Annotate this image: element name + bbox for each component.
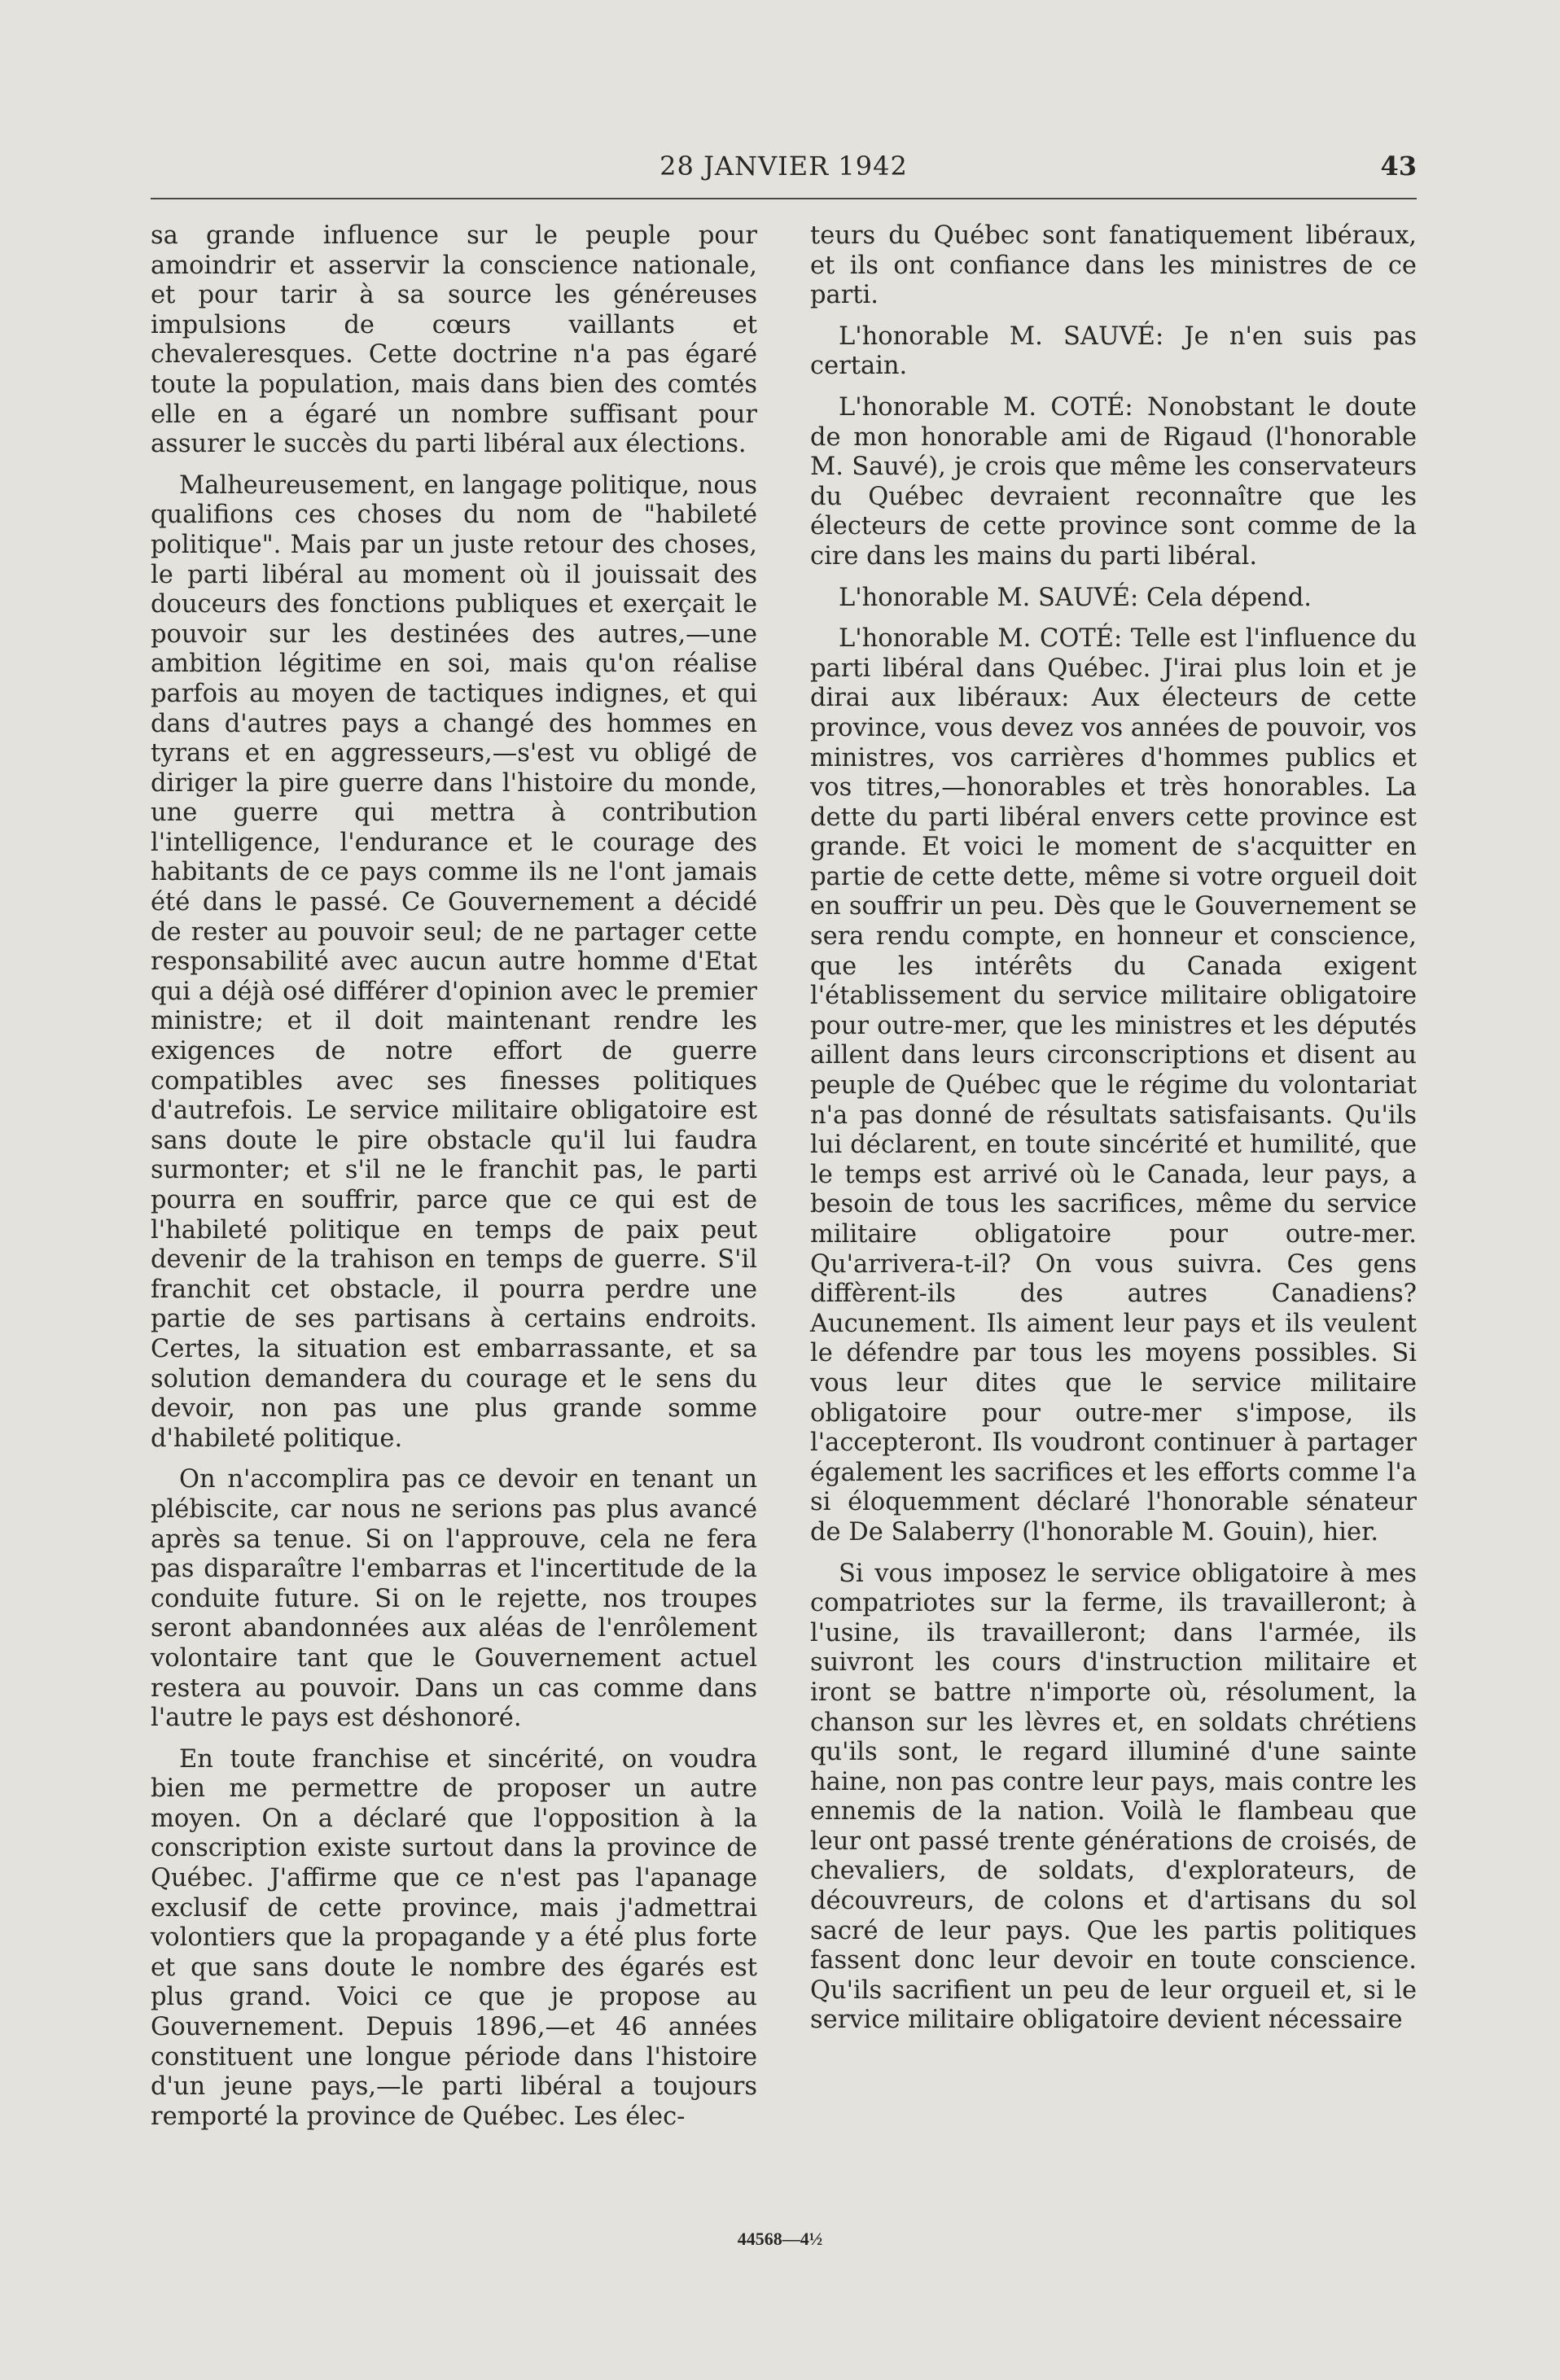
paragraph: On n'accomplira pas ce devoir en tenant un plébiscite, car nous ne serions pas plus avancé après sa tenue. Si on l'approuve, cela ne fera pas disparaître l'embarras et l'incertitude de la conduite future. Si on le rejette, nos troupes seront abandonnées aux aléas de l'enrôlement volontaire tant que le Gouvernement actuel restera au pouvoir. Dans un cas comme dans l'autre le pays est déshonoré.	[151, 1465, 757, 1733]
paragraph: Si vous imposez le service obligatoire à mes compatriotes sur la ferme, ils travailleront; à l'usine, ils travailleront; dans l'armée, ils suivront les cours d'instruction militaire et iront se battre n'importe où, résolument, la chanson sur les lèvres et, en soldats chrétiens qu'ils sont, le regard illuminé d'une sainte haine, non pas contre leur pays, mais contre les ennemis de la nation. Voilà le flambeau que leur ont passé trente générations de croisés, de chevaliers, de soldats, d'explorateurs, de découvreurs, de colons et d'artisans du sol sacré de leur pays. Que les partis politiques fassent donc leur devoir en toute conscience. Qu'ils sacrifient un peu de leur orgueil et, si le service militaire obligatoire devient nécessaire	[810, 1559, 1417, 2035]
paragraph: Malheureusement, en langage politique, nous qualifions ces choses du nom de "habileté politique". Mais par un juste retour des choses, le parti libéral au moment où il jouissait des douceurs des fonctions publiques et exerçait le pouvoir sur les destinées des autres,—une ambition légitime en soi, mais qu'on réalise parfois au moyen de tactiques indignes, et qui dans d'autres pays a changé des hommes en tyrans et en aggresseurs,—s'est vu obligé de diriger la pire guerre dans l'histoire du monde, une guerre qui mettra à contribution l'intelligence, l'endurance et le courage des habitants de ce pays comme ils ne l'ont jamais été dans le passé. Ce Gouvernement a décidé de rester au pouvoir seul; de ne partager cette responsabilité avec aucun autre homme d'Etat qui a déjà osé différer d'opinion avec le premier ministre; et il doit maintenant rendre les exigences de notre effort de guerre compatibles avec ses finesses politiques d'autrefois. Le service militaire obligatoire est sans doute le pire obstacle qu'il lui faudra surmonter; et s'il ne le franchit pas, le parti pourra en souffrir, parce que ce qui est de l'habileté politique en temps de paix peut devenir de la trahison en temps de guerre. S'il franchit cet obstacle, il pourra perdre une partie de ses partisans à certains endroits. Certes, la situation est embarrassante, et sa solution demandera du courage et le sens du devoir, non pas une plus grande somme d'habileté politique.	[151, 470, 758, 1453]
speaker-paragraph: L'honorable M. SAUVÉ: Je n'en suis pas certain.	[810, 322, 1417, 381]
right-column	[810, 221, 1417, 2047]
page-number: 43	[1380, 151, 1417, 182]
paragraph: En toute franchise et sincérité, on voudra bien me permettre de proposer un autre moyen. On a déclaré que l'opposition à la conscription existe surtout dans la province de Québec. J'affirme que ce n'est pas l'apanage exclusif de cette province, mais j'admettrai volontiers que la propagande y a été plus forte et que sans doute le nombre des égarés est plus grand. Voici ce que je propose au Gouvernement. Depuis 1896,—et 46 années constituent une longue période dans l'histoire d'un jeune pays,—le parti libéral a toujours remporté la province de Québec. Les élec-	[151, 1744, 757, 2131]
speaker-paragraph: L'honorable M. COTÉ: Telle est l'influence du parti libéral dans Québec. J'irai plus loin et je dirai aux libéraux: Aux électeurs de cette province, vous devez vos années de pouvoir, vos ministres, vos carrières d'hommes publics et vos titres,—honorables et très honorables. La dette du parti libéral envers cette province est grande. Et voici le moment de s'acquitter en partie de cette dette, même si votre orgueil doit en souffrir un peu. Dès que le Gouvernement se sera rendu compte, en honneur et conscience, que les intérêts du Canada exigent l'établissement du service militaire obligatoire pour outre-mer, que les ministres et les députés aillent dans leurs circonscriptions et disent au peuple de Québec que le régime du volontariat n'a pas donné de résultats satisfaisants. Qu'ils lui déclarent, en toute sincérité et humilité, que le temps est arrivé où le Canada, leur pays, a besoin de tous les sacrifices, même du service militaire obligatoire pour outre-mer. Qu'arrivera-t-il? On vous suivra. Ces gens diffèrent-ils des autres Canadiens? Aucunement. Ils aiment leur pays et ils veulent le défendre par tous les moyens possibles. Si vous leur dites que le service militaire obligatoire pour outre-mer s'impose, ils l'accepteront. Ils voudront continuer à partager également les sacrifices et les efforts comme l'a si éloquemment déclaré l'honorable sénateur de De Salaberry (l'honorable M. Gouin), hier.	[810, 624, 1417, 1547]
paragraph: teurs du Québec sont fanatiquement libéraux, et ils ont confiance dans les ministres de ce parti.	[810, 221, 1417, 310]
header-date: 28 JANVIER 1942	[659, 151, 908, 182]
left-column	[151, 221, 757, 2143]
header-rule	[151, 198, 1417, 199]
page-header	[151, 151, 1417, 191]
paragraph: sa grande influence sur le peuple pour amoindrir et asservir la conscience nationale, et pour tarir à sa source les généreuses impulsions de cœurs vaillants et chevaleresques. Cette doctrine n'a pas égaré toute la population, mais dans bien des comtés elle en a égaré un nombre suffisant pour assurer le succès du parti libéral aux élections.	[151, 221, 757, 459]
speaker-paragraph: L'honorable M. COTÉ: Nonobstant le doute de mon honorable ami de Rigaud (l'honorable M. Sauvé), je crois que même les conservateurs du Québec devraient reconnaître que les électeurs de cette province sont comme de la cire dans les mains du parti libéral.	[810, 392, 1417, 571]
speaker-paragraph: L'honorable M. SAUVÉ: Cela dépend.	[839, 583, 1312, 612]
footer-code: 44568—4½	[737, 2229, 823, 2249]
